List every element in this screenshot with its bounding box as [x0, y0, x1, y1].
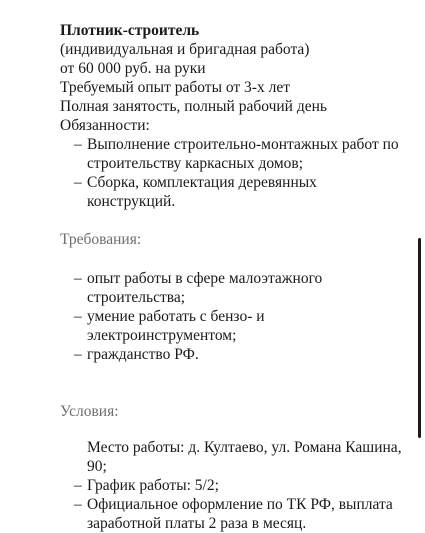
requirements-list — [60, 269, 410, 364]
list-item-line: Место работы: д. Култаево, ул. Романа Кашина, — [87, 439, 402, 456]
bullet-dash: – — [74, 477, 82, 494]
list-item-line: Официальное оформление по ТК РФ, выплата — [87, 496, 393, 513]
scrollbar[interactable] — [418, 238, 421, 438]
experience-requirement: Требуемый опыт работы от 3-х лет — [60, 79, 290, 96]
list-item-line: строительству каркасных домов; — [87, 155, 304, 172]
list-item — [60, 495, 410, 533]
bullet-dash: – — [74, 346, 82, 363]
list-item-line: строительства; — [87, 289, 186, 306]
list-item — [60, 307, 410, 345]
bullet-dash: – — [74, 136, 82, 153]
conditions-heading: Условия: — [60, 403, 119, 420]
list-item-line: электроинструментом; — [87, 327, 237, 344]
list-item-line: заработной платы 2 раза в месяц. — [87, 515, 307, 532]
duties-list — [60, 135, 410, 211]
list-item — [60, 476, 410, 495]
bullet-dash: – — [74, 308, 82, 325]
list-item-line: Выполнение строительно-монтажных работ по — [87, 136, 399, 153]
list-item-line: опыт работы в сфере малоэтажного — [87, 270, 323, 287]
bullet-dash: – — [74, 270, 82, 287]
list-item — [60, 269, 410, 307]
salary: от 60 000 руб. на руки — [60, 60, 206, 77]
list-item — [60, 438, 410, 476]
conditions-list — [60, 438, 410, 533]
list-item-line: График работы: 5/2; — [87, 477, 219, 494]
list-item — [60, 173, 410, 211]
list-item-line: 90; — [87, 458, 107, 475]
list-item-line: гражданство РФ. — [87, 346, 199, 363]
list-item — [60, 135, 410, 173]
list-item — [60, 345, 410, 364]
bullet-dash: – — [74, 174, 82, 191]
requirements-heading: Требования: — [60, 231, 142, 248]
duties-heading: Обязанности: — [60, 117, 150, 134]
list-item-line: Сборка, комплектация деревянных — [87, 174, 317, 191]
list-item-line: умение работать с бензо- и — [87, 308, 265, 325]
bullet-dash: – — [74, 496, 82, 513]
list-item-line: конструкций. — [87, 193, 176, 210]
job-posting — [60, 21, 410, 533]
employment-type: Полная занятость, полный рабочий день — [60, 98, 327, 115]
job-title: Плотник-строитель — [60, 22, 200, 39]
work-type: (индивидуальная и бригадная работа) — [60, 41, 310, 58]
